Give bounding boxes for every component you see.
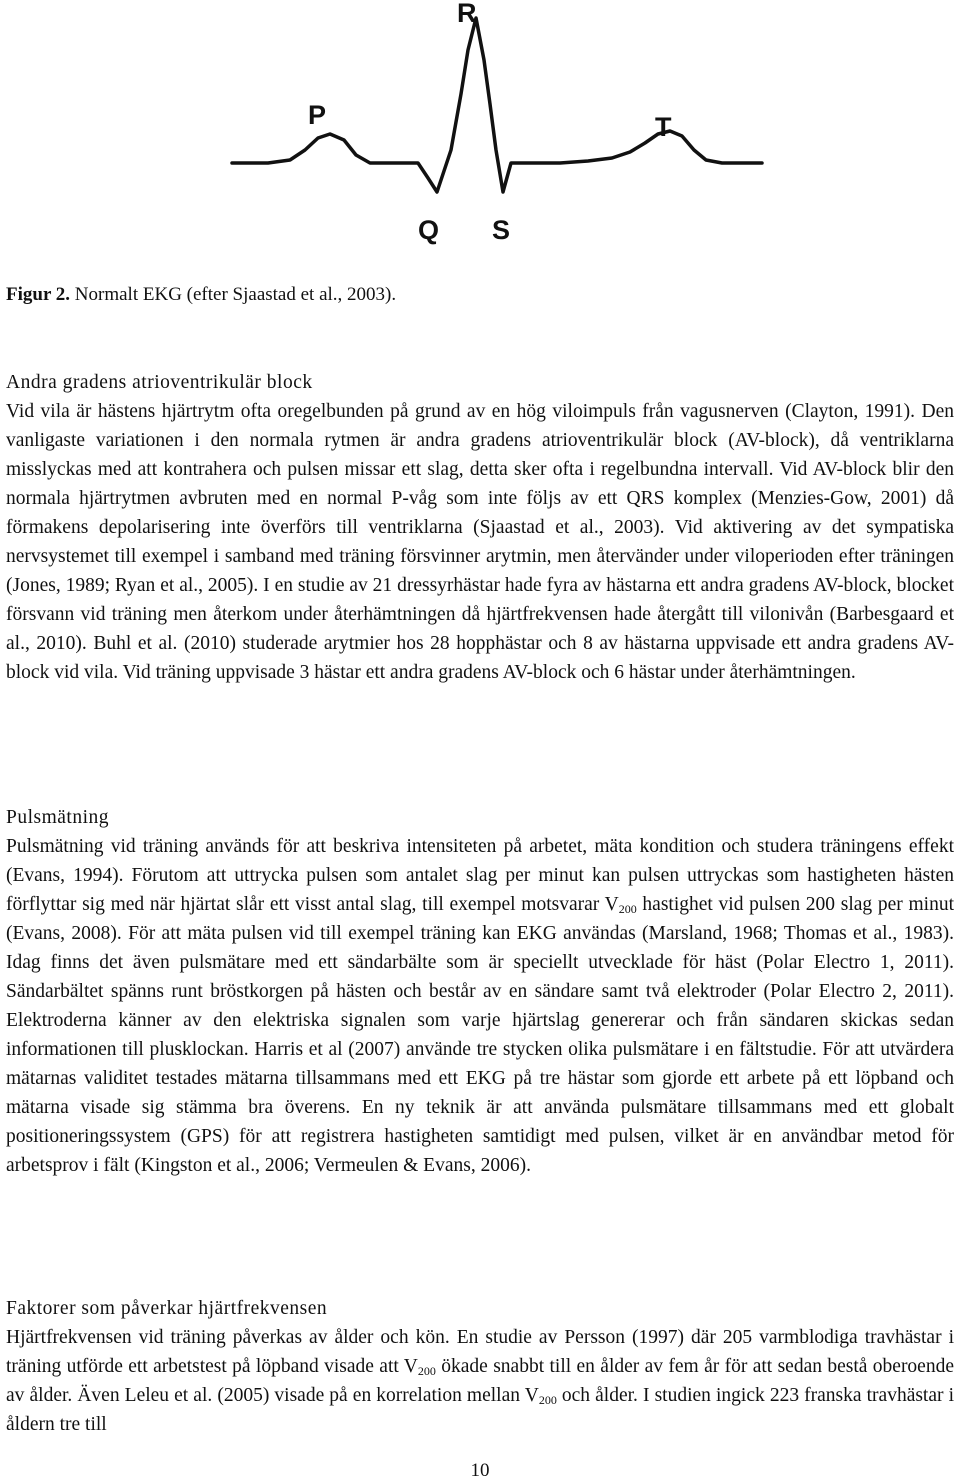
section-av-block [6,368,954,687]
section-paragraph: Vid vila är hästens hjärtrytm ofta oregelbunden på grund av en hög viloimpuls från vagusnerven (Clayton, 1991). Den vanligaste variationen i den normala rytmen är andra gradens atrioventrikulär block (AV-block), då ventriklarna misslyckas med att kontrahera och pulsen missar ett slag, detta sker ofta i regelbundna intervall. Vid AV-block blir den normala hjärtrytmen avbruten med en normal P-våg som inte följs av ett QRS komplex (Menzies-Gow, 2001) då förmakens depolarisering inte överförs till ventriklarna (Sjaastad et al., 2003). Vid aktivering av det sympatiska nervsystemet till exempel i samband med träning försvinner arytmin, men återvänder under viloperioden efter träningen (Jones, 1989; Ryan et al., 2005). I en studie av 21 dressyrhästar hade fyra av hästarna ett andra gradens AV-block, blocket försvann vid träning men återkom under återhämtningen då hjärtfrekvensen hade återgått till vilonivån (Barbesgaard et al., 2010). Buhl et al. (2010) studerade arytmier hos 28 hopphästar och 8 av hästarna uppvisade ett andra gradens AV-block vid vila. Vid träning uppvisade 3 hästar ett andra gradens AV-block och 6 hästar under återhämtningen. [6,401,954,683]
ekg-label-p: P [308,100,327,130]
paragraph-text: hastighet vid pulsen 200 slag per minut (Evans, 2008). För att mäta pulsen vid till exempel träning kan EKG användas (Marsland, 1968; Thomas et al., 1983). Idag finns det även pulsmätare med ett sändarbälte som är speciellt utvecklade för häst (Polar Electro 1, 2011). Sändarbältet spänns runt bröstkorgen på hästen och består av en sändare samt två elektroder (Polar Electro 2, 2011). Elektroderna känner av den elektriska signalen som varje hjärtslag genererar och från sändaren skickas sedan informationen till plusklockan. Harris et al (2007) använde tre stycken olika pulsmätare i en fältstudie. För att utvärdera mätarnas validitet testades mätarna tillsammans med ett EKG på tre hästar som gjorde ett arbete på ett löpband och mätarna visade sig stämma bra överens. En ny teknik är att använda pulsmätare tillsammans med ett globalt positioneringssystem (GPS) för att registrera hastigheten samtidigt med pulsen, vilket är en användbar metod för arbetsprov i fält (Kingston et al., 2006; Vermeulen & Evans, 2006). [6,894,954,1176]
figure-caption-label: Figur 2. [6,284,71,305]
section-heading: Pulsmätning [6,807,110,828]
paragraph-text: ökade snabbt till en ålder av fem år för att sedan bestå oberoende av ålder. Även Leleu et al. (2005) visade på en korrelation mellan V [6,1356,954,1406]
page-number: 10 [470,1460,490,1481]
subscript: 200 [618,902,637,916]
section-faktorer [6,1294,954,1439]
section-paragraph [6,1323,954,1439]
figure-caption-text: Normalt EKG (efter Sjaastad et al., 2003). [70,284,397,305]
figure-caption [6,284,396,306]
paragraph-text: och ålder. I studien ingick 223 franska travhästar i åldern tre till [6,1385,955,1435]
section-paragraph [6,832,954,1180]
paragraph-text: Hjärtfrekvensen vid träning påverkas av ålder och kön. En studie av Persson (1997) där 205 varmblodiga travhästar i träning utförde ett arbetstest på löpband visade att V [6,1327,954,1377]
section-heading: Faktorer som påverkar hjärtfrekvensen [6,1298,328,1319]
paragraph-text: Pulsmätning vid träning används för att beskriva intensiteten på arbetet, mäta kondition och studera träningens effekt (Evans, 1994). Förutom att uttrycka pulsen som antalet slag per minut kan pulsen uttryckas som hastigheten hästen förflyttar sig med när hjärtat slår ett visst antal slag, till exempel motsvarar V [6,836,954,915]
section-pulsmatning [6,803,954,1180]
subscript: 200 [417,1364,436,1378]
subscript: 200 [538,1393,557,1407]
ekg-label-r: R [457,0,477,28]
ekg-label-s: S [492,215,511,245]
section-heading: Andra gradens atrioventrikulär block [6,372,313,393]
ekg-figure [0,0,960,260]
ekg-label-q: Q [418,215,440,245]
ekg-label-t: T [655,112,672,142]
